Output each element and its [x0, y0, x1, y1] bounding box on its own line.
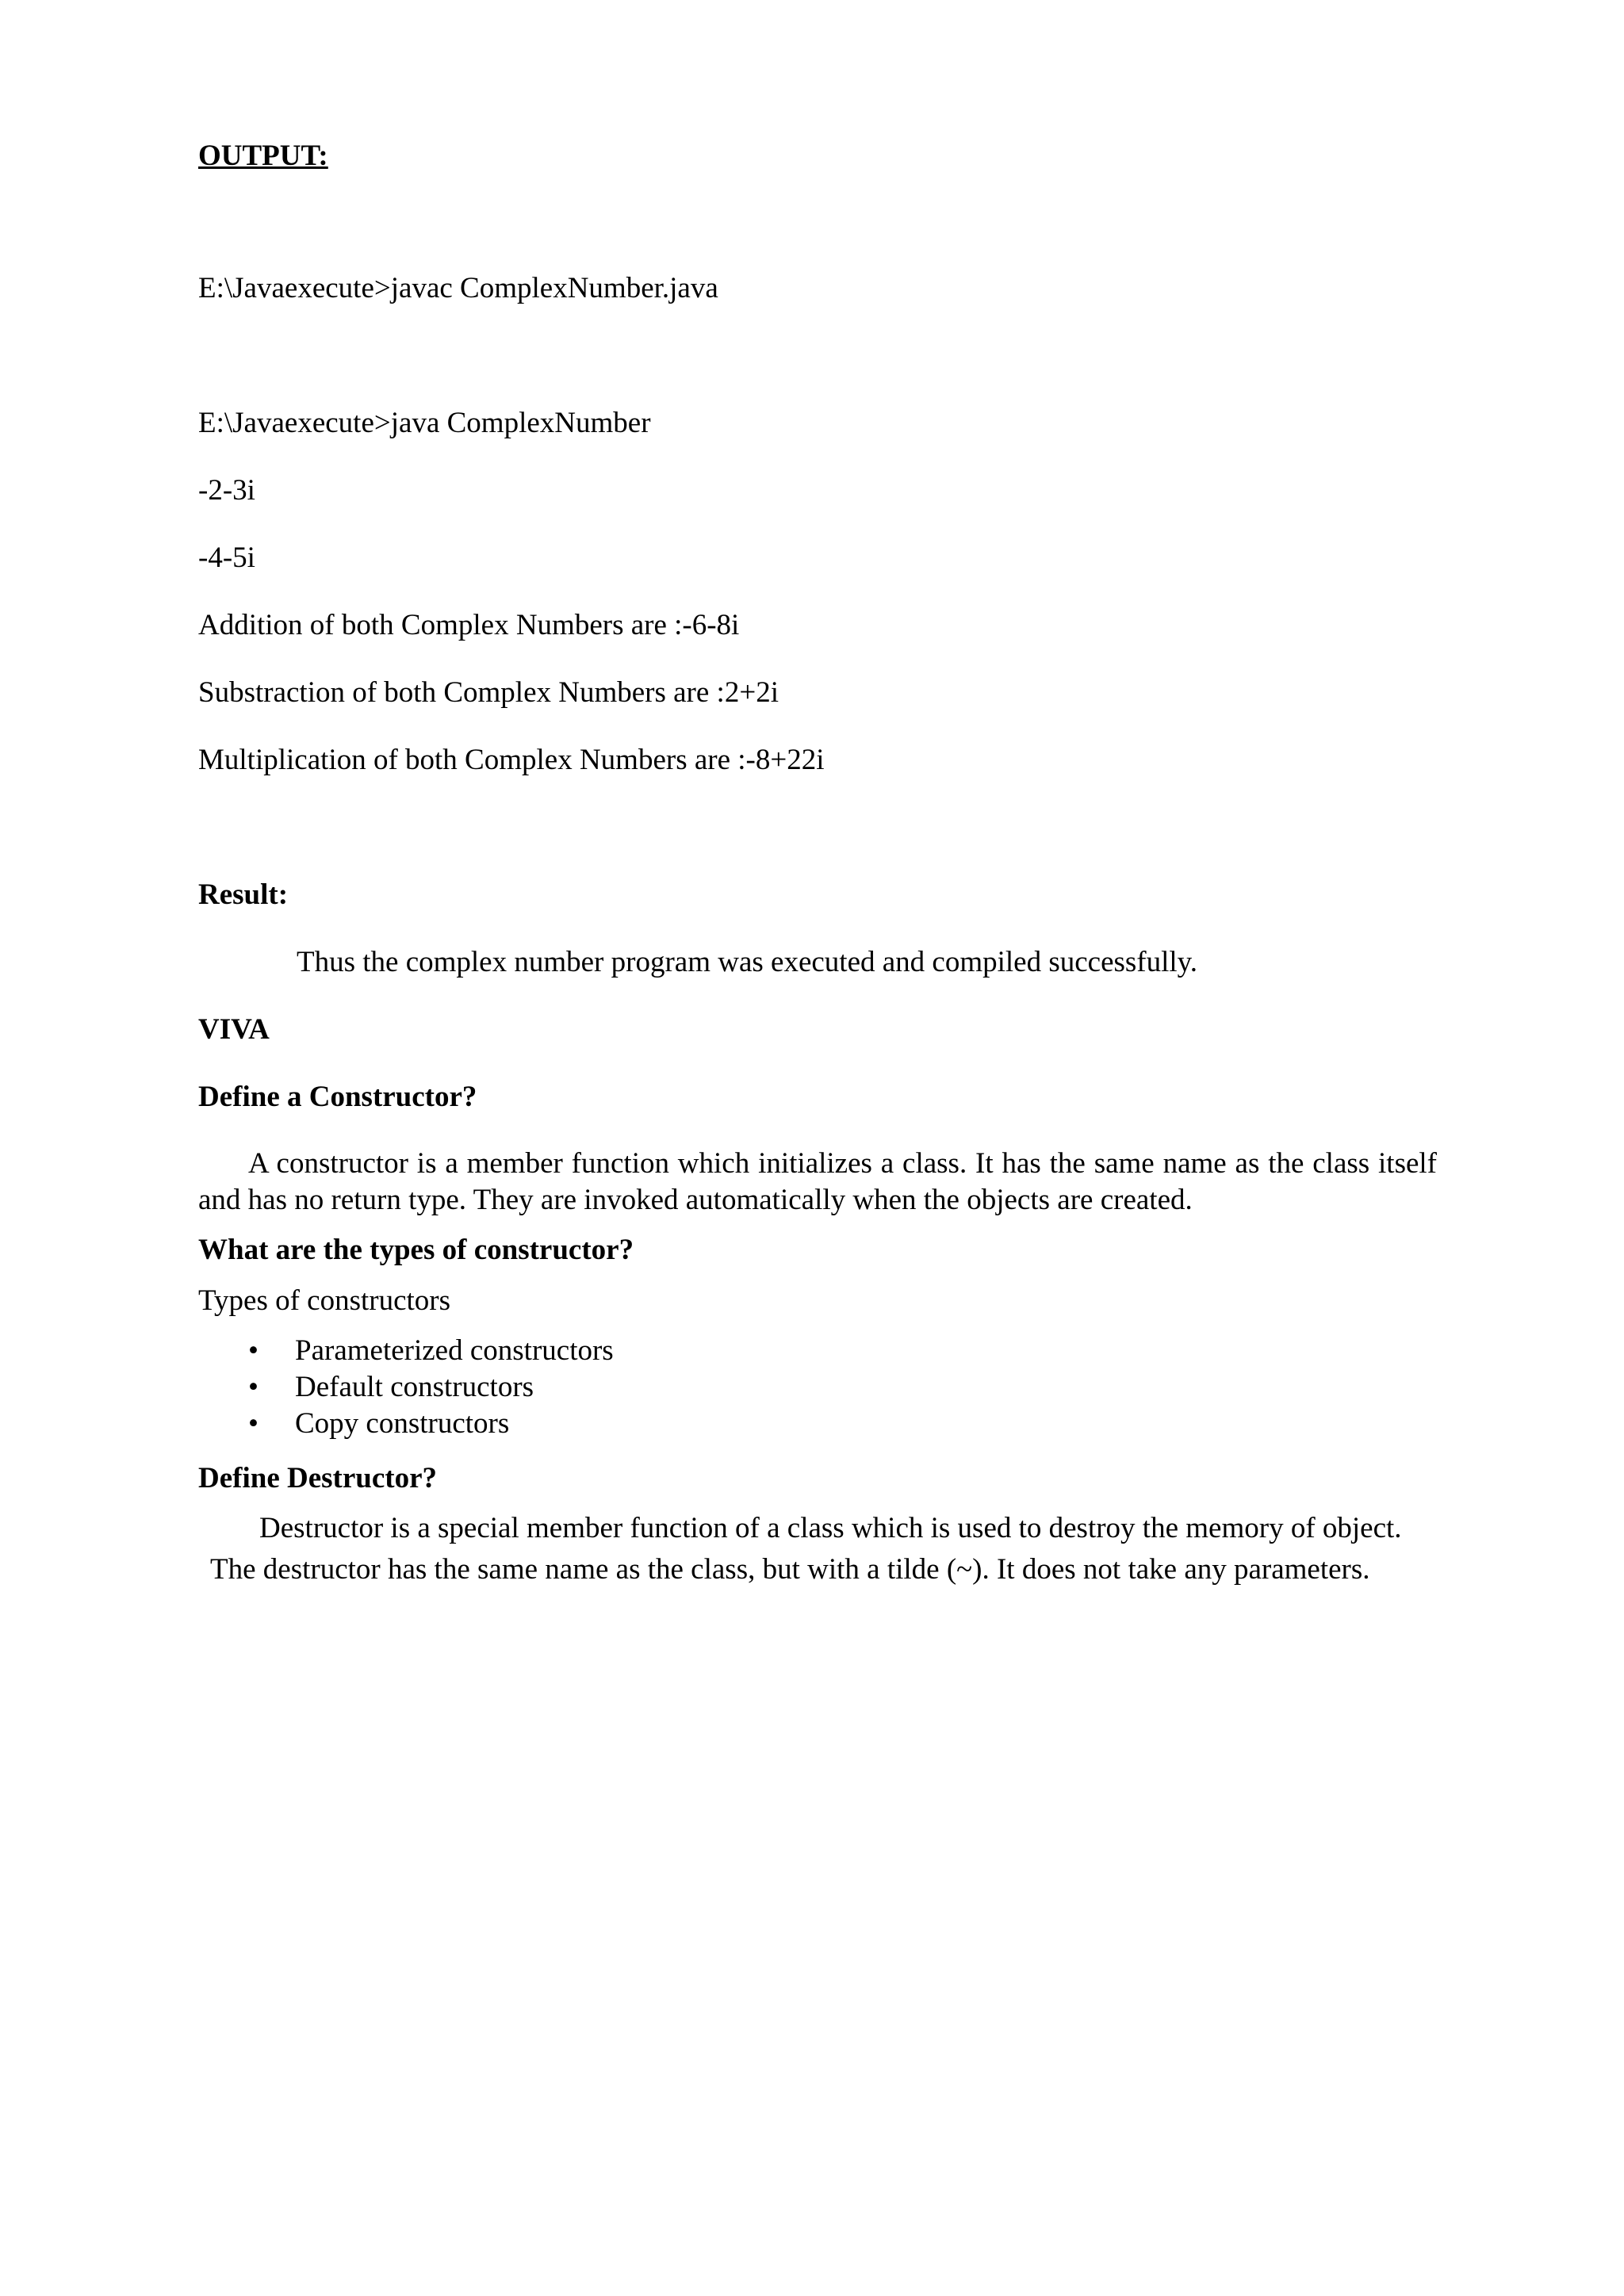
answer-constructor-text: A constructor is a member function which initializes a class. It has the same name as the class itself and has no return type. They are invoked automatically when the objects are created. — [198, 1147, 1437, 1216]
console-output-line: Addition of both Complex Numbers are :-6-8i — [198, 609, 740, 641]
compile-command: E:\Javaexecute>javac ComplexNumber.java — [198, 272, 718, 304]
types-intro: Types of constructors — [198, 1284, 451, 1317]
result-text: Thus the complex number program was executed and compiled successfully. — [297, 946, 1198, 978]
console-output-line: -4-5i — [198, 541, 255, 574]
result-heading: Result: — [198, 878, 289, 911]
list-item — [198, 1369, 991, 1406]
bullet-icon: • — [248, 1371, 259, 1403]
list-item-label: Default constructors — [295, 1371, 534, 1403]
console-output-line: Multiplication of both Complex Numbers are :-8+22i — [198, 744, 825, 776]
question-destructor: Define Destructor? — [198, 1462, 438, 1494]
viva-heading: VIVA — [198, 1013, 270, 1046]
list-item — [198, 1406, 991, 1442]
run-command: E:\Javaexecute>java ComplexNumber — [198, 407, 651, 439]
list-item — [198, 1333, 991, 1369]
answer-destructor-line1: Destructor is a special member function of a class which is used to destroy the memory of object. — [259, 1512, 1402, 1544]
console-output-line: -2-3i — [198, 474, 255, 507]
answer-destructor-line2: The destructor has the same name as the class, but with a tilde (~). It does not take any parameters. — [210, 1553, 1370, 1586]
question-constructor: Define a Constructor? — [198, 1081, 477, 1113]
list-item-label: Copy constructors — [295, 1407, 510, 1440]
constructor-types-list — [198, 1333, 991, 1442]
bullet-icon: • — [248, 1407, 259, 1440]
output-heading: OUTPUT: — [198, 140, 328, 172]
answer-constructor — [198, 1146, 1437, 1219]
console-output-line: Substraction of both Complex Numbers are :2+2i — [198, 676, 779, 709]
list-item-label: Parameterized constructors — [295, 1334, 614, 1367]
bullet-icon: • — [248, 1334, 259, 1367]
question-constructor-types: What are the types of constructor? — [198, 1234, 634, 1266]
